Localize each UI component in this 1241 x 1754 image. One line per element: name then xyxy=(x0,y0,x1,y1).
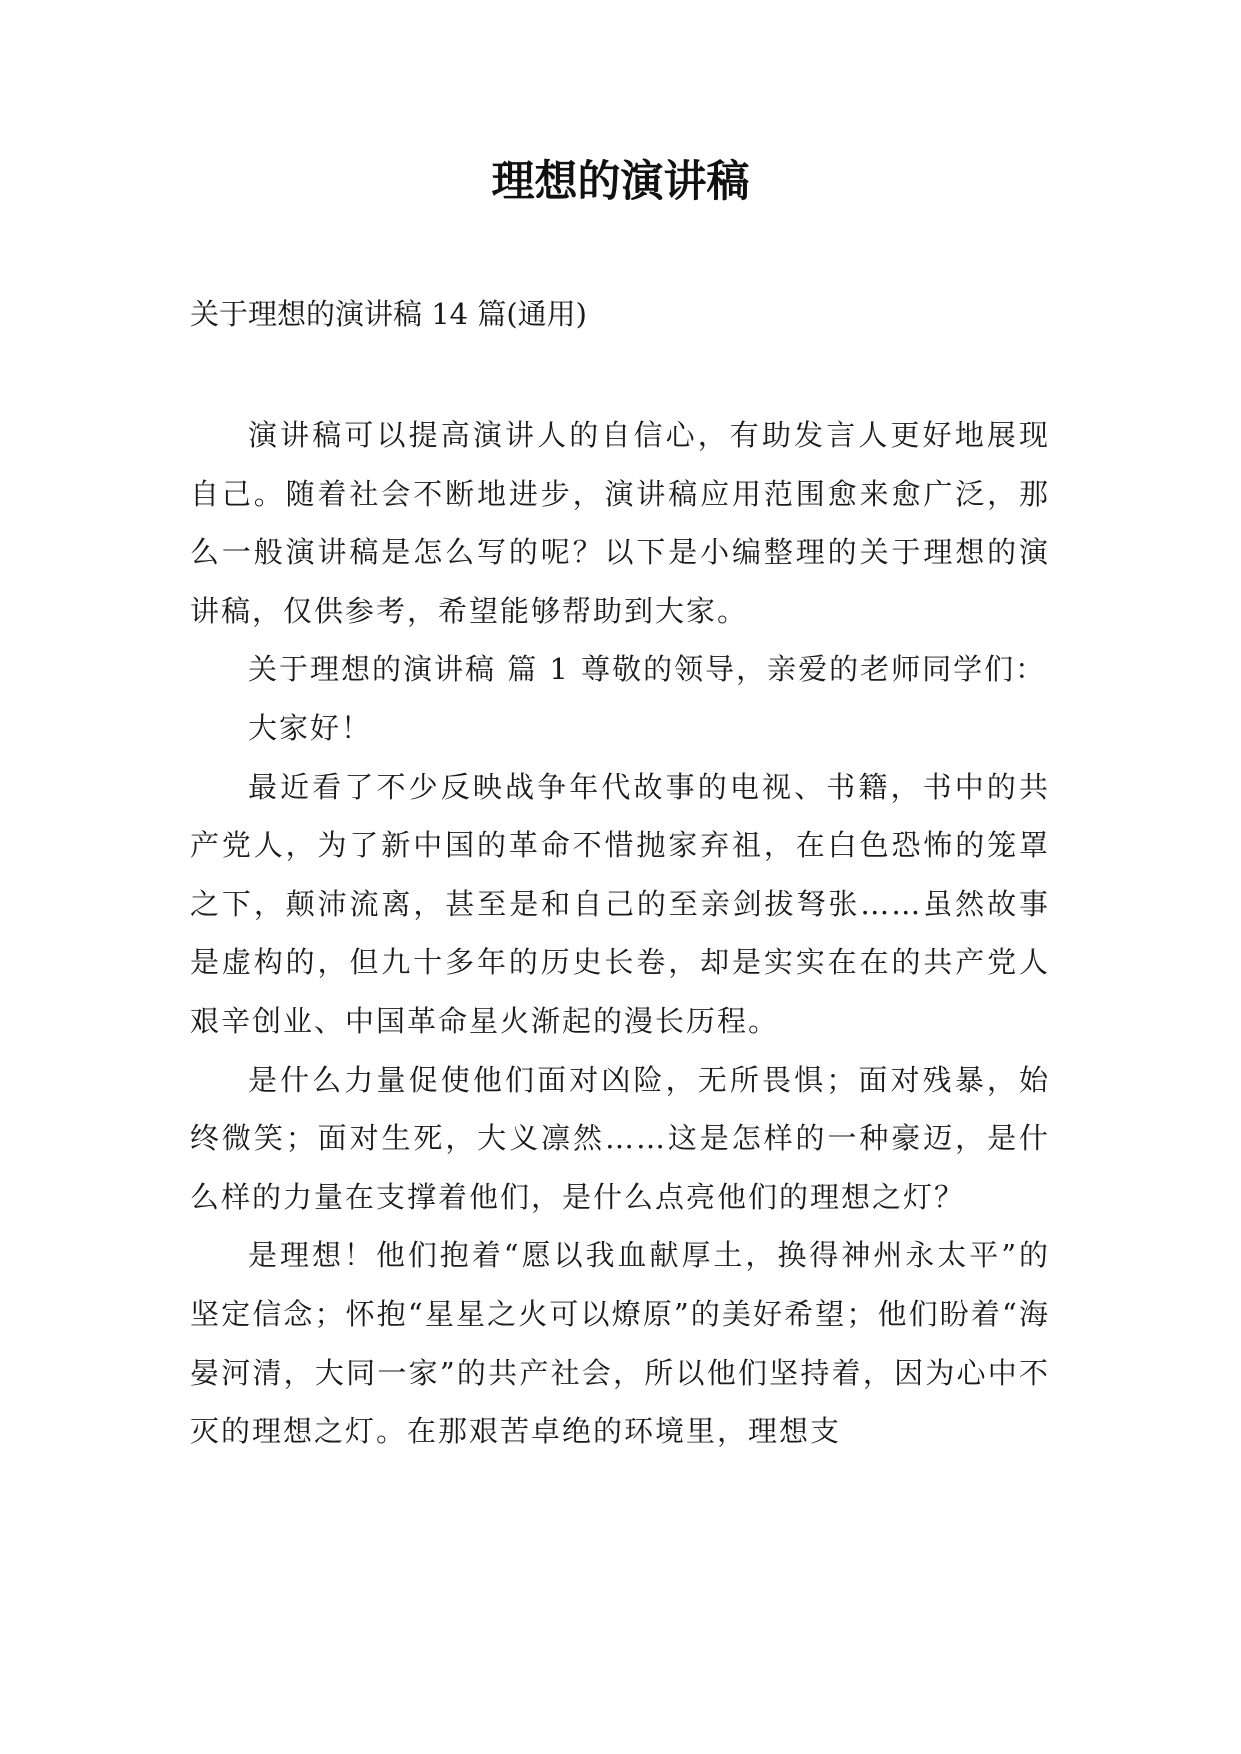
paragraph-greeting: 大家好！ xyxy=(248,710,373,745)
document-title: 理想的演讲稿 xyxy=(491,157,750,207)
paragraph-intro: 演讲稿可以提高演讲人的自信心，有助发言人更好地展现自己。随着社会不断地进步，演讲稿应用范围愈来愈广泛，那么一般演讲稿是怎么写的呢？以下是小编整理的关于理想的演讲稿，仅供参考，希望能够帮助到大家。 xyxy=(190,418,1050,628)
paragraph-speech-heading: 关于理想的演讲稿 篇 1 尊敬的领导，亲爱的老师同学们： xyxy=(248,652,1047,687)
paragraph-body-3: 是理想！他们抱着“愿以我血献厚土，换得神州永太平”的坚定信念；怀抱“星星之火可以燎原”的美好希望；他们盼着“海晏河清，大同一家”的共产社会，所以他们坚持着，因为心中不灭的理想之灯。在那艰苦卓绝的环境里，理想支 xyxy=(190,1238,1050,1449)
paragraph-body-2: 是什么力量促使他们面对凶险，无所畏惧；面对残暴，始终微笑；面对生死，大义凛然……这是怎样的一种豪迈，是什么样的力量在支撑着他们，是什么点亮他们的理想之灯？ xyxy=(190,1062,1050,1214)
document-subtitle: 关于理想的演讲稿 14 篇(通用) xyxy=(190,297,587,331)
paragraph-body-1: 最近看了不少反映战争年代故事的电视、书籍，书中的共产党人，为了新中国的革命不惜抛家弃祖，在白色恐怖的笼罩之下，颠沛流离，甚至是和自己的至亲剑拔弩张……虽然故事是虚构的，但九十多年的历史长卷，却是实实在在的共产党人艰辛创业、中国革命星火渐起的漫长历程。 xyxy=(190,769,1050,1038)
document-body xyxy=(190,406,1050,1461)
